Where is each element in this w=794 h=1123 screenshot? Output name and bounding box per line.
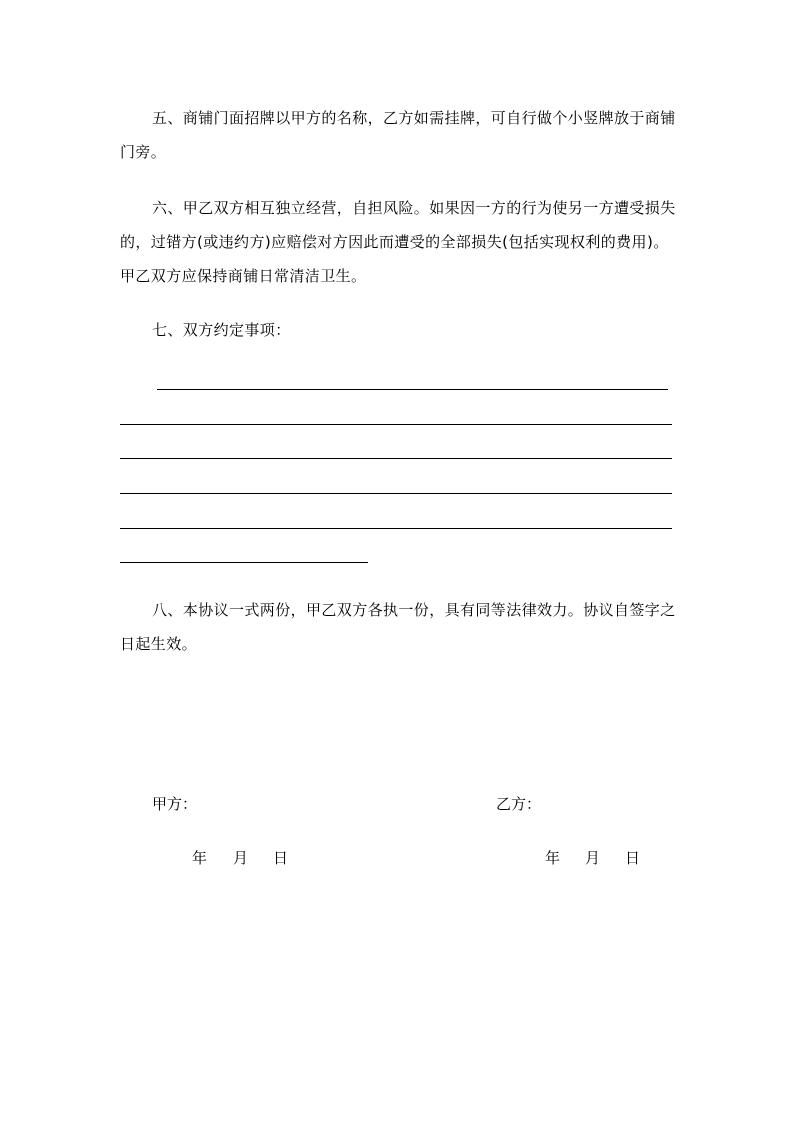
party-b-date-day: 日 [625,849,641,867]
blank-line-1 [157,389,668,390]
blank-line-4 [120,493,672,494]
party-a-date-day: 日 [273,849,289,867]
blank-line-2 [120,424,672,425]
clause-eight: 八、本协议一式两份，甲乙双方各执一份，具有同等法律效力。协议自签字之日起生效。 [120,601,676,653]
clause-seven: 七、双方约定事项： [152,321,291,339]
blank-line-5 [120,528,672,529]
party-b-date-month: 月 [585,849,601,867]
party-a-date-year: 年 [192,849,208,867]
party-a-label: 甲方： [152,795,198,813]
clause-five: 五、商铺门面招牌以甲方的名称，乙方如需挂牌，可自行做个小竖牌放于商铺门旁。 [120,109,676,161]
party-b-date-year: 年 [545,849,561,867]
clause-six: 六、甲乙双方相互独立经营，自担风险。如果因一方的行为使另一方遭受损失的，过错方(或违约方)应赔偿对方因此而遭受的全部损失(包括实现权利的费用)。甲乙双方应保持商铺日常清洁卫生。 [120,199,676,285]
party-b-label: 乙方： [496,795,542,813]
blank-line-3 [120,458,672,459]
party-a-date-month: 月 [233,849,249,867]
blank-line-6 [120,562,368,563]
